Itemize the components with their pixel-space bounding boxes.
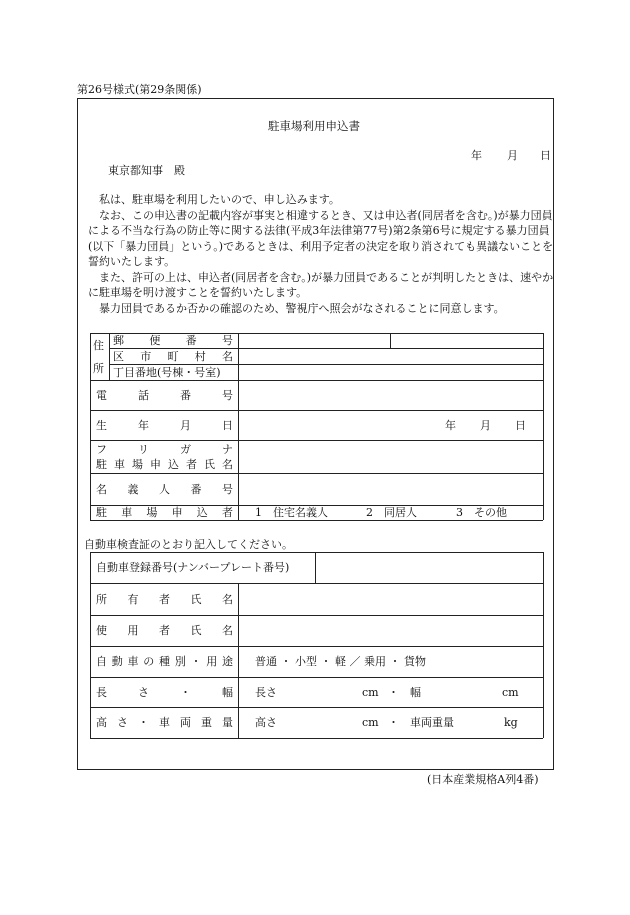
furigana-label: フ リ ガ ナ bbox=[96, 442, 233, 456]
type-use-options[interactable]: 普通 ・ 小型 ・ 軽 ／ 乗用 ・ 貨物 bbox=[255, 655, 426, 668]
declaration-text bbox=[88, 192, 558, 316]
applicant-name-label: 駐 車 場 申 込 者 氏 名 bbox=[96, 457, 233, 471]
birthdate-field[interactable] bbox=[240, 411, 541, 440]
owner-name-label: 所 有 者 氏 名 bbox=[96, 592, 233, 606]
date-month: 月 bbox=[507, 148, 518, 162]
address-label-bottom: 所 bbox=[93, 361, 104, 375]
length-unit: cm bbox=[362, 685, 379, 699]
length-width-separator: ・ bbox=[388, 685, 399, 699]
date-year: 年 bbox=[471, 148, 482, 162]
paragraph-apply: 私は、駐車場を利用したいので、申し込みます。 bbox=[88, 193, 340, 206]
paragraph-consent: 暴力団員であるか否かの確認のため、警視庁へ照会がなされることに同意します。 bbox=[88, 301, 505, 315]
height-label: 高さ bbox=[255, 716, 277, 729]
user-name-field[interactable] bbox=[240, 616, 541, 646]
form-title: 駐車場利用申込書 bbox=[268, 119, 360, 134]
height-weight-label: 高 さ ・ 車 両 重 量 bbox=[96, 716, 233, 729]
paragraph-pledge-vacate: また、許可の上は、申込者(同居者を含む。)が暴力団員であることが判明したときは、速やかに駐車場を明け渡すことを誓約いたします。 bbox=[88, 270, 554, 299]
type-use-label: 自 動 車 の 種 別 ・ 用 途 bbox=[96, 655, 233, 668]
length-label: 長さ bbox=[255, 685, 277, 699]
birth-year: 年 bbox=[445, 419, 456, 432]
street-label: 丁目番地(号棟・号室) bbox=[113, 365, 221, 379]
owner-name-field[interactable] bbox=[240, 584, 541, 615]
paper-size-note: (日本産業規格A列4番) bbox=[427, 772, 539, 786]
vehicle-instruction: 自動車検査証のとおり記入してください。 bbox=[84, 537, 293, 551]
type-option-holder[interactable]: 1 住宅名義人 bbox=[255, 506, 328, 519]
applicant-name-field[interactable] bbox=[240, 441, 541, 473]
height-weight-separator: ・ bbox=[388, 716, 399, 729]
phone-field[interactable] bbox=[240, 381, 541, 410]
paragraph-pledge-cancel: なお、この申込書の記載内容が事実と相違するとき、又は申込者(同居者を含む。)が暴力団員による不当な行為の防止等に関する法律(平成3年法律第77号)第2条第6号に規定する暴力団員(以下「暴力団員」という。)であるときは、利用予定者の決定を取り消されても異議ないことを誓約いたします。 bbox=[88, 208, 554, 268]
holder-number-field[interactable] bbox=[240, 474, 541, 505]
birth-day: 日 bbox=[515, 419, 526, 432]
ward-city-field[interactable] bbox=[240, 349, 541, 364]
addressee: 東京都知事 殿 bbox=[108, 163, 185, 177]
user-name-label: 使 用 者 氏 名 bbox=[96, 624, 233, 637]
type-option-other[interactable]: 3 その他 bbox=[456, 506, 507, 519]
birthdate-label: 生 年 月 日 bbox=[96, 418, 233, 432]
length-width-label: 長 さ ・ 幅 bbox=[96, 685, 233, 699]
date-day: 日 bbox=[540, 148, 551, 162]
ward-city-label: 区 市 町 村 名 bbox=[113, 349, 233, 363]
height-unit: cm bbox=[362, 716, 379, 729]
birth-month: 月 bbox=[480, 419, 491, 432]
address-label-top: 住 bbox=[93, 338, 104, 352]
weight-unit: kg bbox=[504, 716, 518, 729]
holder-number-label: 名 義 人 番 号 bbox=[96, 482, 233, 496]
applicant-type-label: 駐 車 場 申 込 者 bbox=[96, 506, 233, 519]
weight-label: 車両重量 bbox=[410, 716, 454, 729]
postal-code-label: 郵 便 番 号 bbox=[113, 334, 233, 347]
street-field[interactable] bbox=[240, 365, 541, 380]
form-number: 第26号様式(第29条関係) bbox=[77, 82, 202, 96]
width-label: 幅 bbox=[410, 685, 421, 699]
registration-label: 自動車登録番号(ナンバープレート番号) bbox=[96, 561, 290, 574]
type-option-cohabitant[interactable]: 2 同居人 bbox=[366, 506, 417, 519]
postal-code-field[interactable] bbox=[240, 334, 388, 348]
registration-field[interactable] bbox=[317, 553, 541, 583]
width-unit: cm bbox=[502, 685, 519, 699]
phone-label: 電 話 番 号 bbox=[96, 388, 233, 402]
